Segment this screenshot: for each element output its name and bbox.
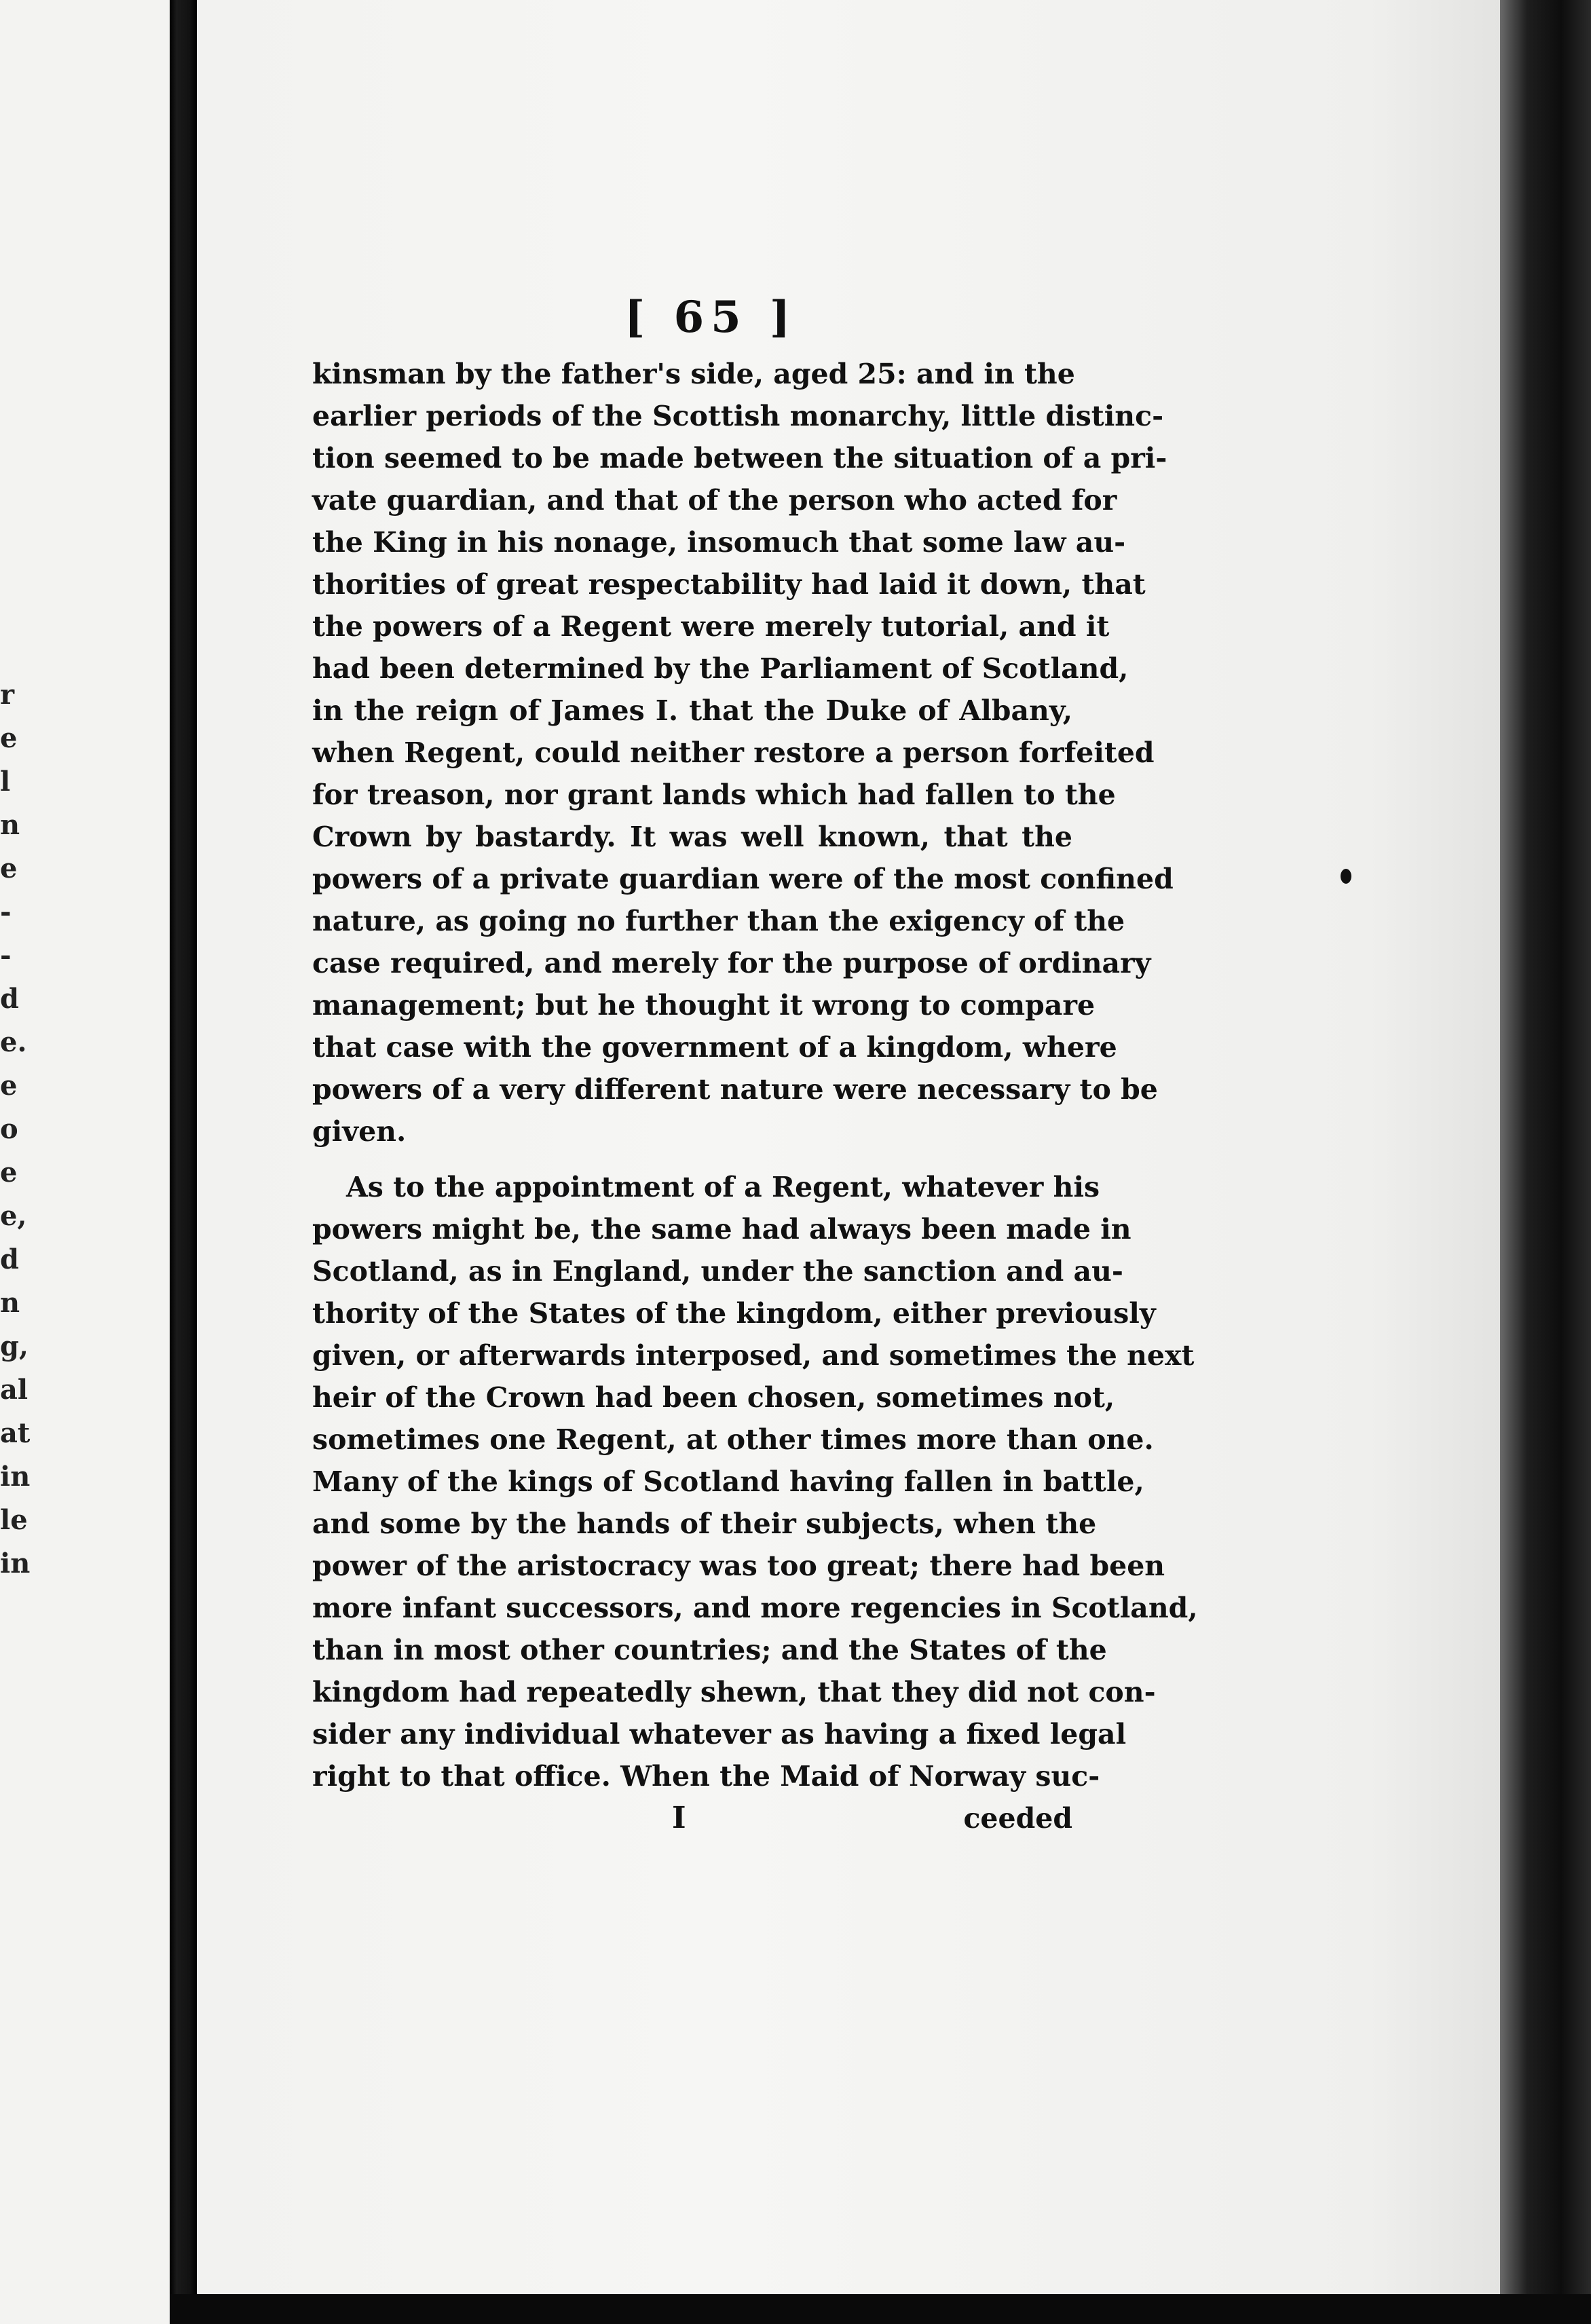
body-text (312, 353, 1198, 1839)
facing-page-fragment: n (0, 809, 20, 841)
text-line: powers of a very different nature were necessary to be (312, 1073, 1158, 1106)
text-line: nature, as going no further than the exigency of the (312, 905, 1125, 937)
text-line: heir of the Crown had been chosen, sometimes not, (312, 1381, 1115, 1414)
facing-page-fragment: al (0, 1374, 29, 1406)
facing-page-fragment: g, (0, 1330, 29, 1362)
text-line: kinsman by the father's side, aged 25: and in the (312, 358, 1075, 390)
facing-page-text-fragments (0, 679, 31, 1591)
facing-page-fragment: - (0, 939, 12, 971)
facing-page-fragment: d (0, 983, 19, 1015)
facing-page-fragment: e, (0, 1200, 27, 1232)
text-line: given. (312, 1115, 407, 1148)
facing-page-fragment: n (0, 1287, 20, 1319)
text-line: tion seemed to be made between the situation of a pri- (312, 442, 1167, 474)
text-line: management; but he thought it wrong to compare (312, 989, 1096, 1022)
text-line: more infant successors, and more regencies in Scotland, (312, 1592, 1198, 1624)
facing-page-fragment: e (0, 722, 18, 754)
text-line: vate guardian, and that of the person who acted for (312, 484, 1117, 517)
text-line: kingdom had repeatedly shewn, that they did not con- (312, 1676, 1156, 1708)
facing-page-fragment: l (0, 766, 11, 798)
text-line: power of the aristocracy was too great; there had been (312, 1550, 1165, 1582)
text-line: sometimes one Regent, at other times more than one. (312, 1423, 1154, 1456)
text-line: the King in his nonage, insomuch that some law au- (312, 526, 1126, 559)
book-gutter (170, 0, 197, 2324)
facing-page-fragment: in (0, 1461, 31, 1493)
text-line: case required, and merely for the purpose of ordinary (312, 947, 1151, 979)
facing-page-fragment: le (0, 1504, 28, 1536)
text-line: earlier periods of the Scottish monarchy, little distinc- (312, 400, 1164, 432)
text-line: when Regent, could neither restore a person forfeited (312, 736, 1155, 769)
page-number: [ 65 ] (624, 292, 798, 343)
facing-page-fragment: e. (0, 1026, 27, 1058)
ink-blot (1341, 869, 1351, 884)
facing-page-fragment: at (0, 1417, 31, 1449)
facing-page-edge (0, 0, 170, 2324)
text-line: than in most other countries; and the States of the (312, 1634, 1107, 1666)
scan-bottom-border (170, 2294, 1591, 2324)
text-line: the powers of a Regent were merely tutorial, and it (312, 610, 1110, 643)
facing-page-fragment: in (0, 1548, 31, 1579)
text-line: right to that office. When the Maid of Norway suc- (312, 1760, 1100, 1793)
facing-page-fragment: e (0, 1070, 18, 1102)
facing-page-fragment: r (0, 679, 15, 711)
page-edge-shadow (1500, 0, 1591, 2324)
text-line: sider any individual whatever as having a fixed legal (312, 1718, 1127, 1750)
text-line: given, or afterwards interposed, and sometimes the next (312, 1339, 1195, 1372)
text-line: Crown by bastardy. It was well known, that the (312, 821, 1072, 853)
facing-page-fragment: d (0, 1243, 19, 1275)
facing-page-fragment: - (0, 896, 12, 928)
signature-mark: I (672, 1801, 686, 1835)
facing-page-fragment: e (0, 852, 18, 884)
catchword: ceeded (963, 1802, 1072, 1835)
text-line: As to the appointment of a Regent, whatever his (346, 1171, 1100, 1203)
facing-page-fragment: e (0, 1157, 18, 1188)
facing-page-fragment: o (0, 1113, 18, 1145)
text-line: powers might be, the same had always been made in (312, 1213, 1131, 1245)
text-line: thority of the States of the kingdom, either previously (312, 1297, 1156, 1330)
text-line: for treason, nor grant lands which had fallen to the (312, 779, 1116, 811)
text-line: in the reign of James I. that the Duke of Albany, (312, 694, 1072, 727)
text-line: had been determined by the Parliament of Scotland, (312, 652, 1129, 685)
text-line: and some by the hands of their subjects, when the (312, 1507, 1097, 1540)
text-line: Many of the kings of Scotland having fallen in battle, (312, 1465, 1144, 1498)
text-line: Scotland, as in England, under the sanction and au- (312, 1255, 1123, 1288)
text-line: that case with the government of a kingdom, where (312, 1031, 1117, 1064)
text-line: thorities of great respectability had laid it down, that (312, 568, 1146, 601)
signature-line (312, 1797, 1072, 1839)
text-line: powers of a private guardian were of the most confined (312, 863, 1174, 895)
